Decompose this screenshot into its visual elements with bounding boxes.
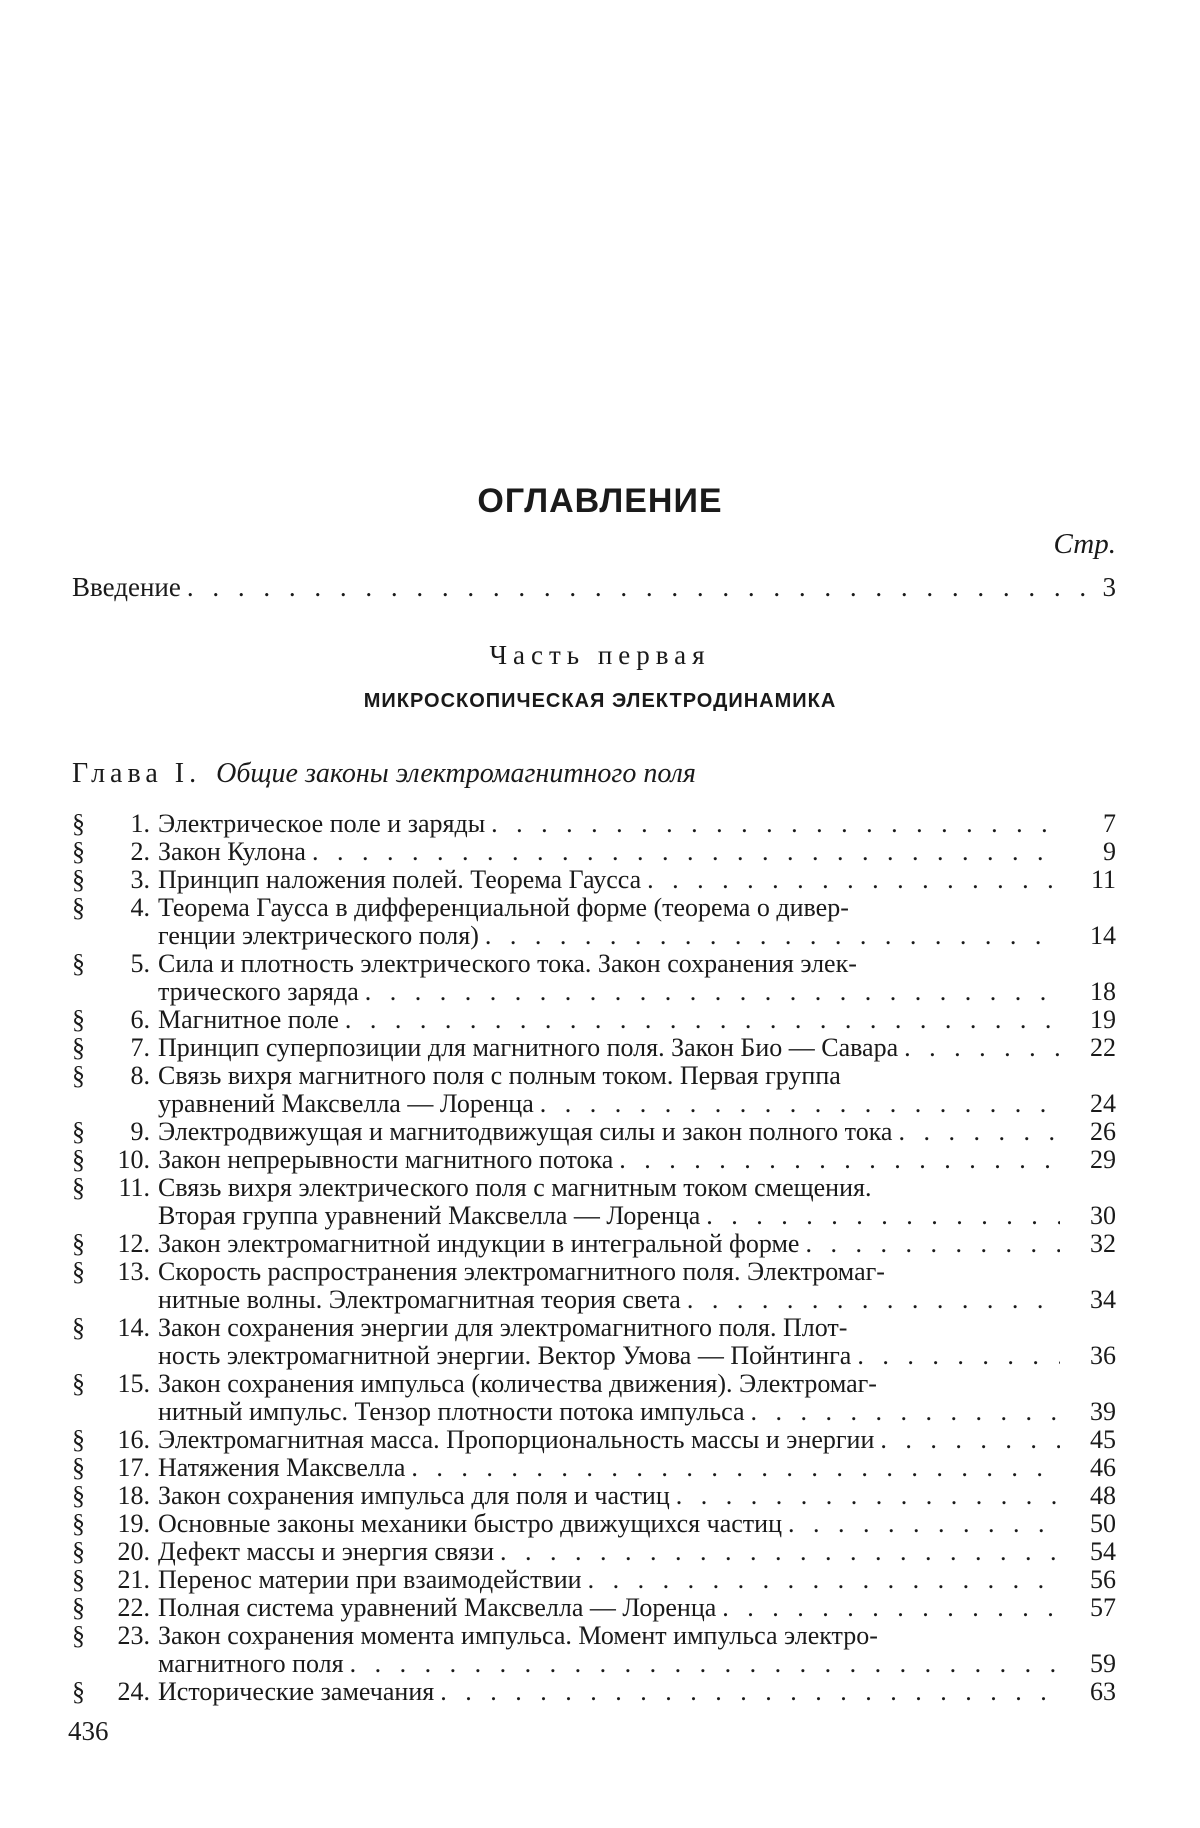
entry-title: Теорема Гаусса в дифференциальной форме (теорема о дивер- xyxy=(158,894,849,922)
entry-number: 5. xyxy=(100,950,158,1006)
entry-title: Закон сохранения импульса (количества движения). Электромаг- xyxy=(158,1370,877,1398)
toc-entry xyxy=(72,1174,1116,1230)
toc-entry xyxy=(72,1538,1116,1566)
entry-number: 16. xyxy=(100,1426,158,1454)
dot-leader xyxy=(904,1034,1060,1062)
entry-title: Сила и плотность электрического тока. Закон сохранения элек- xyxy=(158,950,857,978)
entry-title: Дефект массы и энергия связи xyxy=(158,1538,494,1566)
dot-leader xyxy=(500,1538,1060,1566)
section-sign: § xyxy=(72,810,100,838)
entry-number: 21. xyxy=(100,1566,158,1594)
toc-page xyxy=(0,0,1200,1828)
toc-entry xyxy=(72,1594,1116,1622)
entry-number: 12. xyxy=(100,1230,158,1258)
entry-page: 36 xyxy=(1066,1342,1116,1370)
entry-page: 50 xyxy=(1066,1510,1116,1538)
toc-entry xyxy=(72,894,1116,950)
entry-page: 54 xyxy=(1066,1538,1116,1566)
dot-leader xyxy=(857,1342,1060,1370)
section-sign: § xyxy=(72,1174,100,1230)
toc-entry xyxy=(72,950,1116,1006)
entry-title: генции электрического поля) xyxy=(158,922,479,950)
entry-page: 7 xyxy=(1066,810,1116,838)
entry-title: Электромагнитная масса. Пропорциональность массы и энергии xyxy=(158,1426,874,1454)
section-sign: § xyxy=(72,1510,100,1538)
entry-title: Закон сохранения импульса для поля и частиц xyxy=(158,1482,670,1510)
toc-entry xyxy=(72,1454,1116,1482)
entry-page: 24 xyxy=(1066,1090,1116,1118)
entry-title: Электрическое поле и заряды xyxy=(158,810,485,838)
section-sign: § xyxy=(72,894,100,950)
entry-title: Закон непрерывности магнитного потока xyxy=(158,1146,613,1174)
section-sign: § xyxy=(72,1118,100,1146)
toc-entry xyxy=(72,1370,1116,1426)
toc-entry xyxy=(72,1482,1116,1510)
chapter-label: Глава I. xyxy=(72,758,201,789)
section-sign: § xyxy=(72,1678,100,1706)
entry-page: 30 xyxy=(1066,1202,1116,1230)
dot-leader xyxy=(350,1650,1060,1678)
section-sign: § xyxy=(72,1622,100,1678)
entry-page: 32 xyxy=(1066,1230,1116,1258)
entry-number: 20. xyxy=(100,1538,158,1566)
entry-number: 23. xyxy=(100,1622,158,1678)
dot-leader xyxy=(187,572,1097,603)
entry-title: Натяжения Максвелла xyxy=(158,1454,405,1482)
entry-number: 14. xyxy=(100,1314,158,1370)
dot-leader xyxy=(880,1426,1060,1454)
entry-page: 63 xyxy=(1066,1678,1116,1706)
entry-page: 56 xyxy=(1066,1566,1116,1594)
entry-page: 18 xyxy=(1066,978,1116,1006)
entry-page: 26 xyxy=(1066,1118,1116,1146)
chapter-title: Общие законы электромагнитного поля xyxy=(216,758,696,789)
section-sign: § xyxy=(72,1146,100,1174)
dot-leader xyxy=(788,1510,1060,1538)
entry-title: Связь вихря электрического поля с магнитным током смещения. xyxy=(158,1174,871,1202)
section-sign: § xyxy=(72,1426,100,1454)
entry-title: Основные законы механики быстро движущихся частиц xyxy=(158,1510,782,1538)
section-sign: § xyxy=(72,1258,100,1314)
entry-title: Принцип наложения полей. Теорема Гаусса xyxy=(158,866,641,894)
entry-page: 14 xyxy=(1066,922,1116,950)
entry-title: трического заряда xyxy=(158,978,359,1006)
section-sign: § xyxy=(72,1314,100,1370)
entry-title: Скорость распространения электромагнитного поля. Электромаг- xyxy=(158,1258,885,1286)
section-sign: § xyxy=(72,1230,100,1258)
entry-number: 17. xyxy=(100,1454,158,1482)
entry-page: 48 xyxy=(1066,1482,1116,1510)
toc-entry xyxy=(72,1622,1116,1678)
page-title: ОГЛАВЛЕНИЕ xyxy=(0,482,1200,521)
entry-number: 9. xyxy=(100,1118,158,1146)
toc-entry xyxy=(72,1146,1116,1174)
entry-title: Исторические замечания xyxy=(158,1678,434,1706)
entry-page: 11 xyxy=(1066,866,1116,894)
dot-leader xyxy=(365,978,1060,1006)
toc-entry xyxy=(72,1510,1116,1538)
entry-title: Принцип суперпозиции для магнитного поля. Закон Био — Савара xyxy=(158,1034,898,1062)
part-label: Часть первая xyxy=(0,640,1200,671)
intro-text: Введение xyxy=(72,572,181,603)
toc-entry xyxy=(72,866,1116,894)
dot-leader xyxy=(805,1230,1060,1258)
entry-title: магнитного поля xyxy=(158,1650,344,1678)
entry-number: 1. xyxy=(100,810,158,838)
dot-leader xyxy=(751,1398,1061,1426)
dot-leader xyxy=(312,838,1060,866)
entry-number: 10. xyxy=(100,1146,158,1174)
dot-leader xyxy=(588,1566,1060,1594)
part-title: МИКРОСКОПИЧЕСКАЯ ЭЛЕКТРОДИНАМИКА xyxy=(0,690,1200,713)
page-column-label: Стр. xyxy=(1054,528,1116,561)
section-sign: § xyxy=(72,1006,100,1034)
entry-number: 7. xyxy=(100,1034,158,1062)
dot-leader xyxy=(540,1090,1060,1118)
dot-leader xyxy=(706,1202,1060,1230)
toc-entry xyxy=(72,1314,1116,1370)
entry-number: 11. xyxy=(100,1174,158,1230)
entry-title: Закон электромагнитной индукции в интегральной форме xyxy=(158,1230,799,1258)
entry-number: 6. xyxy=(100,1006,158,1034)
footer-page-number: 436 xyxy=(68,1716,109,1747)
dot-leader xyxy=(687,1286,1060,1314)
section-sign: § xyxy=(72,1370,100,1426)
dot-leader xyxy=(898,1118,1060,1146)
entry-page: 19 xyxy=(1066,1006,1116,1034)
dot-leader xyxy=(411,1454,1060,1482)
section-sign: § xyxy=(72,1566,100,1594)
entry-page: 59 xyxy=(1066,1650,1116,1678)
entry-title: уравнений Максвелла — Лоренца xyxy=(158,1090,534,1118)
entry-number: 15. xyxy=(100,1370,158,1426)
section-sign: § xyxy=(72,866,100,894)
dot-leader xyxy=(647,866,1060,894)
toc-entry xyxy=(72,810,1116,838)
entry-title: нитные волны. Электромагнитная теория света xyxy=(158,1286,681,1314)
entry-title: Закон Кулона xyxy=(158,838,306,866)
section-sign: § xyxy=(72,1454,100,1482)
entry-title: Вторая группа уравнений Максвелла — Лоренца xyxy=(158,1202,700,1230)
entry-title: нитный импульс. Тензор плотности потока импульса xyxy=(158,1398,745,1426)
entry-number: 2. xyxy=(100,838,158,866)
entry-page: 57 xyxy=(1066,1594,1116,1622)
chapter-heading xyxy=(72,758,696,790)
entry-number: 22. xyxy=(100,1594,158,1622)
entry-number: 18. xyxy=(100,1482,158,1510)
entry-number: 3. xyxy=(100,866,158,894)
intro-page: 3 xyxy=(1103,572,1117,603)
entry-page: 45 xyxy=(1066,1426,1116,1454)
dot-leader xyxy=(619,1146,1060,1174)
entry-title: Перенос материи при взаимодействии xyxy=(158,1566,582,1594)
entry-title: Связь вихря магнитного поля с полным током. Первая группа xyxy=(158,1062,841,1090)
toc-entry xyxy=(72,1118,1116,1146)
entry-page: 9 xyxy=(1066,838,1116,866)
entry-page: 22 xyxy=(1066,1034,1116,1062)
toc-entry xyxy=(72,1678,1116,1706)
entry-number: 19. xyxy=(100,1510,158,1538)
entry-title: Закон сохранения момента импульса. Момент импульса электро- xyxy=(158,1622,878,1650)
section-sign: § xyxy=(72,1034,100,1062)
entry-title: Электродвижущая и магнитодвижущая силы и закон полного тока xyxy=(158,1118,892,1146)
toc-list xyxy=(72,810,1116,1706)
toc-entry xyxy=(72,1258,1116,1314)
section-sign: § xyxy=(72,950,100,1006)
entry-title: Магнитное поле xyxy=(158,1006,339,1034)
section-sign: § xyxy=(72,838,100,866)
entry-page: 29 xyxy=(1066,1146,1116,1174)
entry-number: 8. xyxy=(100,1062,158,1118)
entry-number: 24. xyxy=(100,1678,158,1706)
dot-leader xyxy=(485,922,1060,950)
section-sign: § xyxy=(72,1594,100,1622)
entry-title: ность электромагнитной энергии. Вектор Умова — Пойнтинга xyxy=(158,1342,851,1370)
entry-title: Закон сохранения энергии для электромагнитного поля. Плот- xyxy=(158,1314,847,1342)
toc-entry xyxy=(72,1006,1116,1034)
dot-leader xyxy=(440,1678,1060,1706)
toc-entry xyxy=(72,1566,1116,1594)
entry-number: 4. xyxy=(100,894,158,950)
dot-leader xyxy=(722,1594,1060,1622)
dot-leader xyxy=(345,1006,1060,1034)
dot-leader xyxy=(676,1482,1060,1510)
toc-entry xyxy=(72,1062,1116,1118)
toc-entry xyxy=(72,1230,1116,1258)
toc-entry xyxy=(72,1034,1116,1062)
entry-page: 39 xyxy=(1066,1398,1116,1426)
dot-leader xyxy=(491,810,1060,838)
entry-page: 34 xyxy=(1066,1286,1116,1314)
section-sign: § xyxy=(72,1062,100,1118)
entry-title: Полная система уравнений Максвелла — Лоренца xyxy=(158,1594,716,1622)
section-sign: § xyxy=(72,1538,100,1566)
toc-entry xyxy=(72,1426,1116,1454)
entry-page: 46 xyxy=(1066,1454,1116,1482)
section-sign: § xyxy=(72,1482,100,1510)
entry-number: 13. xyxy=(100,1258,158,1314)
toc-entry xyxy=(72,838,1116,866)
intro-entry xyxy=(72,572,1116,603)
